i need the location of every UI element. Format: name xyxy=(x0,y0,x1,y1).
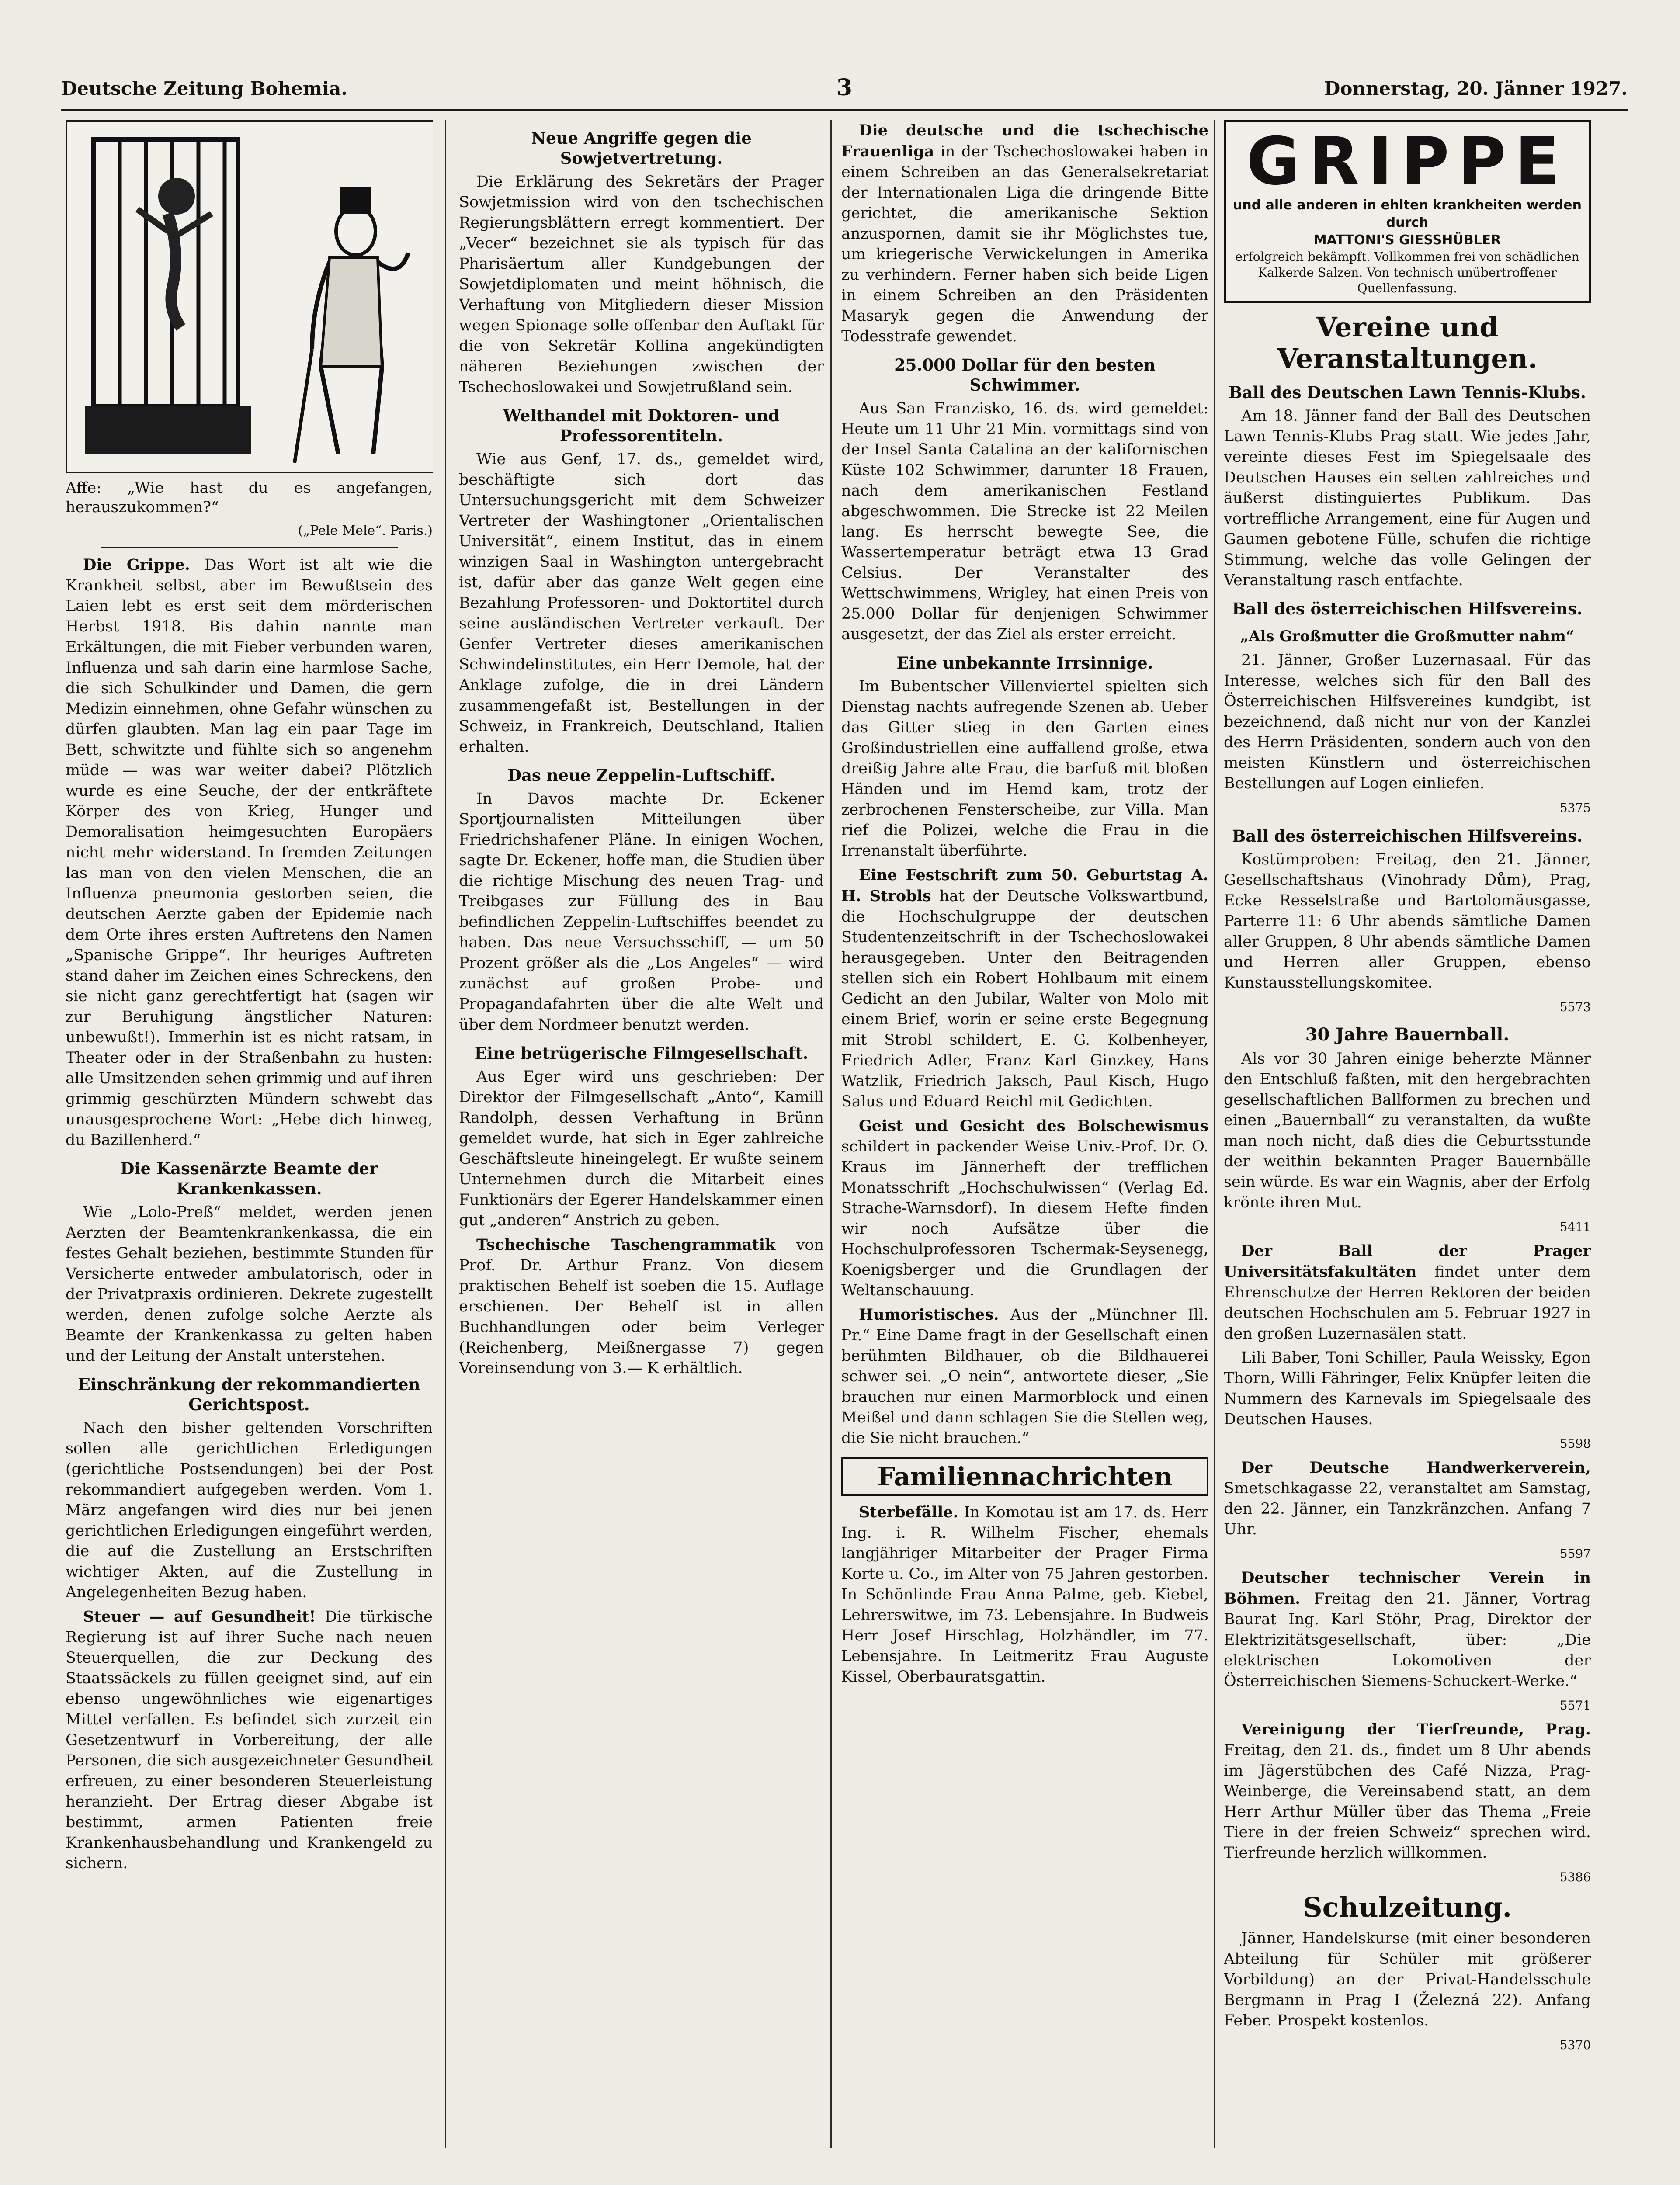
article-frauenliga: Die deutsche und die tschechische Frauenliga in der Tschechoslowakei haben in einem Schreiben an das Generalsekretariat der Internationalen Liga die dringende Bitte gerichtet, die amerikanische Sektion anzuspornen, damit sie ihr Möglichstes tue, um kriegerische Verwickelungen in Amerika zu verhindern. Ferner haben sich beide Ligen in einem Schreiben an den Präsidenten Masaryk gegen die Anwendung der Todesstrafe gewendet. xyxy=(841,121,1208,345)
article-lawn-tennis: Am 18. Jänner fand der Ball des Deutschen Lawn Tennis-Klubs Prag statt. Wie jedes Jahr, vereinte dieses Fest im Spiegelsaale des Deutschen Hauses ein selten zahlreiches und äußerst distinguiertes Publikum. Das vortreffliche Arrangement, eine für Augen und Gaumen gebotene Fülle, schufen die richtige Stimmung, welche das volle Gelingen der Veranstaltung rasch entfachte. xyxy=(1224,407,1591,589)
headline-schwimmer: 25.000 Dollar für den besten Schwimmer. xyxy=(894,355,1156,395)
subheadline-hilfsverein: „Als Großmutter die Großmutter nahm“ xyxy=(1240,628,1575,645)
column-2 xyxy=(459,120,824,2152)
headline-hilfsverein: Ball des österreichischen Hilfsvereins. xyxy=(1232,599,1583,618)
notice-number: 5598 xyxy=(1559,1436,1591,1451)
article-gerichtspost: Nach den bisher geltenden Vorschriften sollen alle gerichtlichen Erledigungen (gerichtliche Postsendungen) bei der Post rekommandiert aufgegeben werden. Vom 1. März angefangen wird dies nur bei jenen gerichtlichen Erledigungen eingeführt werden, die auf die Zustellung an Erstschriften wichtiger Akten, auf die Zustellung in Angelegenheiten Bezug haben. xyxy=(66,1419,433,1601)
article-schwimmer: Aus San Franzisko, 16. ds. wird gemeldet: Heute um 11 Uhr 21 Min. vormittags sind von der Insel Santa Catalina an der kalifornischen Küste 102 Schwimmer, darunter 18 Frauen, nach dem amerikanischen Festland abgeschwommen. Die Strecke ist 22 Meilen lang. Es herrscht bewegte See, die Wassertemperatur beträgt etwa 13 Grad Celsius. Der Veranstalter des Wettschwimmens, Wrigley, hat einen Preis von 25.000 Dollar für denjenigen Schwimmer ausgesetzt, der das Ziel als erster erreicht. xyxy=(841,400,1208,643)
column-rule xyxy=(1214,120,1215,2148)
headline-gerichtspost: Einschränkung der rekommandierten Gerichtspost. xyxy=(78,1375,420,1414)
column-rule xyxy=(830,120,832,2148)
issue-date: Donnerstag, 20. Jänner 1927. xyxy=(1324,78,1628,99)
advertisement-grippe xyxy=(1224,120,1591,303)
section-vereine: Vereine und Veranstaltungen. xyxy=(1277,311,1538,375)
ad-line: erfolgreich bekämpft. Vollkommen frei von schädlichen Kalkerde Salzen. Von technisch unübertroffener Quellenfassung. xyxy=(1235,250,1579,295)
notice-number: 5571 xyxy=(1559,1698,1591,1713)
notice-number: 5573 xyxy=(1559,1000,1591,1014)
cartoon-illustration xyxy=(66,120,433,473)
article-tierfreunde: Vereinigung der Tierfreunde, Prag. Freitag, den 21. ds., findet um 8 Uhr abends im Jägerstübchen des Café Nizza, Prag-Weinberge, die Vereinsabend statt, an dem Herr Arthur Müller über das Thema „Freie Tiere in der freien Schweiz“ sprechen wird. Tierfreunde herzlich willkommen. xyxy=(1224,1720,1591,1862)
article-grippe: Die Grippe. Das Wort ist alt wie die Krankheit selbst, aber im Bewußtsein des Laien lebt es erst seit dem mörderischen Herbst 1918. Bis dahin nannte man Erkältungen, die mit Fieber verbunden waren, Influenza und sah darin eine harmlose Sache, die sich Schulkinder und Damen, die gern Medizin einnehmen, ohne Gefahr wünschen zu dürfen glaubten. Man lag ein paar Tage im Bett, schwitzte und fühlte sich so angenehm müde — was war weiter dabei? Plötzlich wurde es eine Seuche, der der entkräftete Körper des von Krieg, Hunger und Demoralisation heimgesuchten Europäers nicht mehr widerstand. In fremden Zeitungen las man von den vielen Menschen, die an Influenza pneumonia gestorben seien, die deutschen Aerzte gaben der Epidemie nach dem Orte ihres ersten Auftretens den Namen „Spanische Grippe“. Ihr heuriges Auftreten stand daher im Zeichen eines Schreckens, den sie nicht ganz gerechtfertigt hat (sagen wir zur Beruhigung ängstlicher Naturen: unbewußt!). Immerhin ist es nicht ratsam, in Theater oder in der Straßenbahn zu husten: alle Umsitzenden sehen grimmig und auf ihren grimmig geschürzten Mündern schwebt das unausgesprochene Wort: „Hebe dich hinweg, du Bazillenherd.“ xyxy=(66,556,433,1149)
column-4 xyxy=(1224,120,1591,2152)
headline-sowjet: Neue Angriffe gegen die Sowjetvertretung. xyxy=(531,128,752,168)
article-irrsinnige: Im Bubentscher Villenviertel spielten sich Dienstag nachts aufregende Szenen ab. Ueber das Gitter stieg in den Garten eines Großindustriellen eine auffallend große, etwa dreißig Jahre alte Frau, die barfuß mit bloßen Händen und im Hemd kam, trotz der zerbrochenen Fensterscheibe, zur Villa. Man rief die Polizei, welche die Frau in die Irrenanstalt überführte. xyxy=(841,678,1208,860)
article-sterbefaelle: Sterbefälle. In Komotau ist am 17. ds. Herr Ing. i. R. Wilhelm Fischer, ehemals langjähriger Mitarbeiter der Prager Firma Korte u. Co., im Alter von 75 Jahren gestorben. In Schönlinde Frau Anna Palme, geb. Kiebel, Lehrerswitwe, im 73. Lebensjahre. In Budweis Herr Josef Hirschlag, Holzhändler, im 77. Lebensjahre. In Leitmeritz Frau Auguste Kissel, Oberbauratsgattin. xyxy=(841,1503,1208,1686)
article-schulzeitung: Jänner, Handelskurse (mit einer besonderen Abteilung für Schüler mit größerer Vorbildung) an der Privat-Handelsschule Bergmann in Prag I (Železná 22). Anfang Feber. Prospekt kostenlos. xyxy=(1224,1930,1591,2029)
section-schulzeitung: Schulzeitung. xyxy=(1302,1891,1512,1923)
headline-zeppelin: Das neue Zeppelin-Luftschiff. xyxy=(507,766,776,785)
article-hilfsverein-proben: Kostümproben: Freitag, den 21. Jänner, Gesellschaftshaus (Vinohrady Dům), Prag, Ecke Resselstraße und Bartolomäusgasse, Parterre 11: 6 Uhr abends sämtliche Damen aller Gruppen, 8 Uhr abends sämtliche Damen und Herren aller Gruppen, ebenso Kunstausstellungskomitee. xyxy=(1224,851,1591,992)
headline-doktortitel: Welthandel mit Doktoren- und Professorentiteln. xyxy=(503,406,780,445)
notice-number: 5386 xyxy=(1559,1870,1591,1884)
article-humoristisches: Humoristisches. Aus der „Münchner Ill. Pr.“ Eine Dame fragt in der Gesellschaft einen berühmten Bildhauer, ob die Bildhauerei schwer sei. „O nein“, antwortete dieser, „Sie brauchen nur einen Marmorblock und einen Meißel und dann schlagen Sie die Stellen weg, die Sie nicht brauchen.“ xyxy=(841,1306,1208,1447)
article-sowjet: Die Erklärung des Sekretärs der Prager Sowjetmission wird von den tschechischen Regierungsblättern erregt kommentiert. Der „Vecer“ bezeichnet sie als typisch für das Pharisäertum aller Kundgebungen der Sowjetdiplomaten und meint höhnisch, die Verhaftung von Mitgliedern dieser Mission wegen Spionage solle offenbar den Auftakt für die von Sekretär Kollina angekündigten näheren Beziehungen zwischen der Tschechoslowakei und Sowjetrußland sein. xyxy=(459,173,824,396)
monkey-cage-drawing xyxy=(67,122,433,472)
cartoon-caption: Affe: „Wie hast du es angefangen, herauszukommen?“ xyxy=(66,479,433,516)
notice-number: 5597 xyxy=(1559,1547,1591,1561)
headline-bauernball: 30 Jahre Bauernball. xyxy=(1305,1024,1510,1045)
section-familiennachrichten: Familiennachrichten xyxy=(841,1457,1208,1496)
ad-brand: MATTONI'S GIESSHÜBLER xyxy=(1313,232,1501,248)
column-3 xyxy=(841,120,1208,2152)
article-bauernball: Als vor 30 Jahren einige beherzte Männer den Entschluß faßten, mit den hergebrachten gesellschaftlichen Ballformen zu brechen und einen „Bauernball“ zu veranstalten, da wußte man noch nicht, daß dies die Geburtsstunde der weithin bekannten Prager Bauernbälle sein würde. Es war ein Wagnis, aber der Erfolg krönte ihren Mut. xyxy=(1224,1050,1591,1211)
article-bolschewismus: Geist und Gesicht des Bolschewismus schildert in packender Weise Univ.-Prof. Dr. O. Kraus im Jännerheft der trefflichen Monatsschrift „Hochschulwissen“ (Verlag Ed. Strache-Warnsdorf). In diesem Hefte finden wir noch Aufsätze über die Hochschulprofessoren Tschermak-Seysenegg, Koenigsberger und die Grundlagen der Weltanschauung. xyxy=(841,1117,1208,1299)
article-doktortitel: Wie aus Genf, 17. ds., gemeldet wird, beschäftigte sich dort das Untersuchungsgericht mit dem Schweizer Vertreter der Washingtoner „Orientalischen Universität“, einem Institut, das in einem winzigen Saal in Washington untergebracht ist, dafür aber das ganze Welt gegen eine Bezahlung Professoren- und Doktortitel durch seine ausländischen Vertreter verkauft. Der Genfer Vertreter dieses amerikanischen Schwindelinstitutes, ein Herr Demole, hat der Anklage zufolge, die in drei Ländern zusammengefaßt ist, Bestellungen in der Schweiz, in Frankreich, Deutschland, Italien erhalten. xyxy=(459,451,824,756)
notice-number: 5411 xyxy=(1559,1220,1591,1234)
headline-kassenaerzte: Die Kassenärzte Beamte der Krankenkassen. xyxy=(120,1159,378,1198)
article-karneval: Lili Baber, Toni Schiller, Paula Weissky, Egon Thorn, Willi Fähringer, Felix Knüpfer leiten die Nummern des Karnevals im Spiegelsaale des Deutschen Hauses. xyxy=(1224,1349,1591,1428)
ad-headline: GRIPPE xyxy=(1246,124,1569,200)
masthead xyxy=(61,74,1628,111)
article-kassenaerzte: Wie „Lolo-Preß“ meldet, werden jenen Aerzten der Beamtenkrankenkassa, die ein festes Gehalt beziehen, bestimmte Stunden für Versicherte entweder ambulatorisch, oder in der Privatpraxis ordinieren. Dekrete zugestellt werden, denen zufolge solche Aerzte als Beamte der Krankenkassa zu gelten haben und der Leitung der Anstalt unterstehen. xyxy=(66,1203,433,1365)
notice-number: 5375 xyxy=(1559,801,1591,815)
headline-lawn-tennis: Ball des Deutschen Lawn Tennis-Klubs. xyxy=(1229,383,1586,402)
article-taschengrammatik: Tschechische Taschengrammatik von Prof. Dr. Arthur Franz. Von diesem praktischen Behelf ist soeben die 15. Auflage erschienen. Der Behelf ist in allen Buchhandlungen oder beim Verleger (Reichenberg, Meißnergasse 7) gegen Voreinsendung von 3.— K erhältlich. xyxy=(459,1236,824,1377)
headline-filmgesellschaft: Eine betrügerische Filmgesellschaft. xyxy=(474,1044,809,1063)
headline-irrsinnige: Eine unbekannte Irrsinnige. xyxy=(896,653,1153,673)
article-festschrift: Eine Festschrift zum 50. Geburtstag A. H. Strobls hat der Deutsche Volkswartbund, die Hochschulgruppe der deutschen Studentenzeitschrift in der Tschechoslowakei herausgegeben. Unter den Beitragenden stellen sich ein Robert Hohlbaum mit einem Gedicht an den Jubilar, Walter von Molo mit einem Brief, worin er seine erste Begegnung mit Strobl schildert, E. G. Kolbenheyer, Friedrich Adler, Franz Karl Ginzkey, Hans Watzlik, Friedrich Jaksch, Paul Kisch, Hugo Salus und Eduard Reichl mit Gedichten. xyxy=(841,866,1208,1110)
divider xyxy=(101,547,398,548)
ad-line: und alle anderen in ehlten krankheiten werden durch xyxy=(1233,198,1582,230)
article-handwerkerverein: Der Deutsche Handwerkerverein, Smetschkagasse 22, veranstaltet am Samstag, den 22. Jänner, ein Tanzkränzchen. Anfang 7 Uhr. xyxy=(1224,1459,1591,1538)
page-number: 3 xyxy=(836,74,853,101)
paper-name: Deutsche Zeitung Bohemia. xyxy=(61,78,347,99)
notice-number: 5370 xyxy=(1559,2038,1591,2052)
cartoon-credit: („Pele Mele“. Paris.) xyxy=(298,523,433,538)
column-rule xyxy=(445,120,446,2148)
headline-hilfsverein-proben: Ball des österreichischen Hilfsvereins. xyxy=(1232,826,1583,846)
article-zeppelin: In Davos machte Dr. Eckener Sportjournalisten Mitteilungen über Friedrichshafener Pläne. In einigen Wochen, sagte Dr. Eckener, hoffe man, die Studien über die richtige Mischung des neuen Trag- und Treibgases zur Füllung des in Bau befindlichen Zeppelin-Luftschiffes beendet zu haben. Das neue Versuchsschiff, — um 50 Prozent größer als die „Los Angeles“ — wird zunächst auf großen Probe- und Propagandafahrten über die alte Welt und über dem Nordmeer benutzt werden. xyxy=(459,790,824,1034)
article-universitaetsball: Der Ball der Prager Universitätsfakultäten findet unter dem Ehrenschutze der Herren Rektoren der beiden deutschen Hochschulen am 5. Februar 1927 in den großen Luzernasälen statt. xyxy=(1224,1242,1591,1342)
article-technischer-verein: Deutscher technischer Verein in Böhmen. Freitag den 21. Jänner, Vortrag Baurat Ing. Karl Stöhr, Prag, Direktor der Elektrizitätsgesellschaft, über: „Die elektrischen Lokomotiven der Österreichischen Siemens-Schuckert-Werke.“ xyxy=(1224,1569,1591,1690)
column-1 xyxy=(66,120,433,2152)
article-hilfsverein: 21. Jänner, Großer Luzernasaal. Für das Interesse, welches sich für den Ball des Österreichischen Hilfsvereines kundgibt, ist bezeichnend, daß nicht nur von der Kanzlei des Herrn Präsidenten, sondern auch von den meisten Künstlern und österreichischen Bestellungen auf Logen einliefen. xyxy=(1224,652,1591,792)
article-filmgesellschaft: Aus Eger wird uns geschrieben: Der Direktor der Filmgesellschaft „Anto“, Kamill Randolph, dessen Verhaftung in Brünn gemeldet wurde, hat sich in Eger zahlreiche Geschäftsleute hineingelegt. Er wußte seinem Unternehmen durch die Mitarbeit eines Funktionärs der Egerer Handelskammer einen gut „anderen“ Anstrich zu geben. xyxy=(459,1068,824,1229)
article-steuer: Steuer — auf Gesundheit! Die türkische Regierung ist auf ihrer Suche nach neuen Steuerquellen, die zur Deckung des Staatssäckels zu füllen geeignet sind, auf ein ebenso ungewöhnliches wie eigenartiges Mittel verfallen. Es befindet sich zurzeit ein Gesetzentwurf in Vorbereitung, der alle Personen, die sich ausgezeichneter Gesundheit erfreuen, zu einer besonderen Steuerleistung heranzieht. Der Ertrag dieser Abgabe ist bestimmt, armen Patienten freie Krankenhausbehandlung und Krankengeld zu sichern. xyxy=(66,1608,433,1872)
